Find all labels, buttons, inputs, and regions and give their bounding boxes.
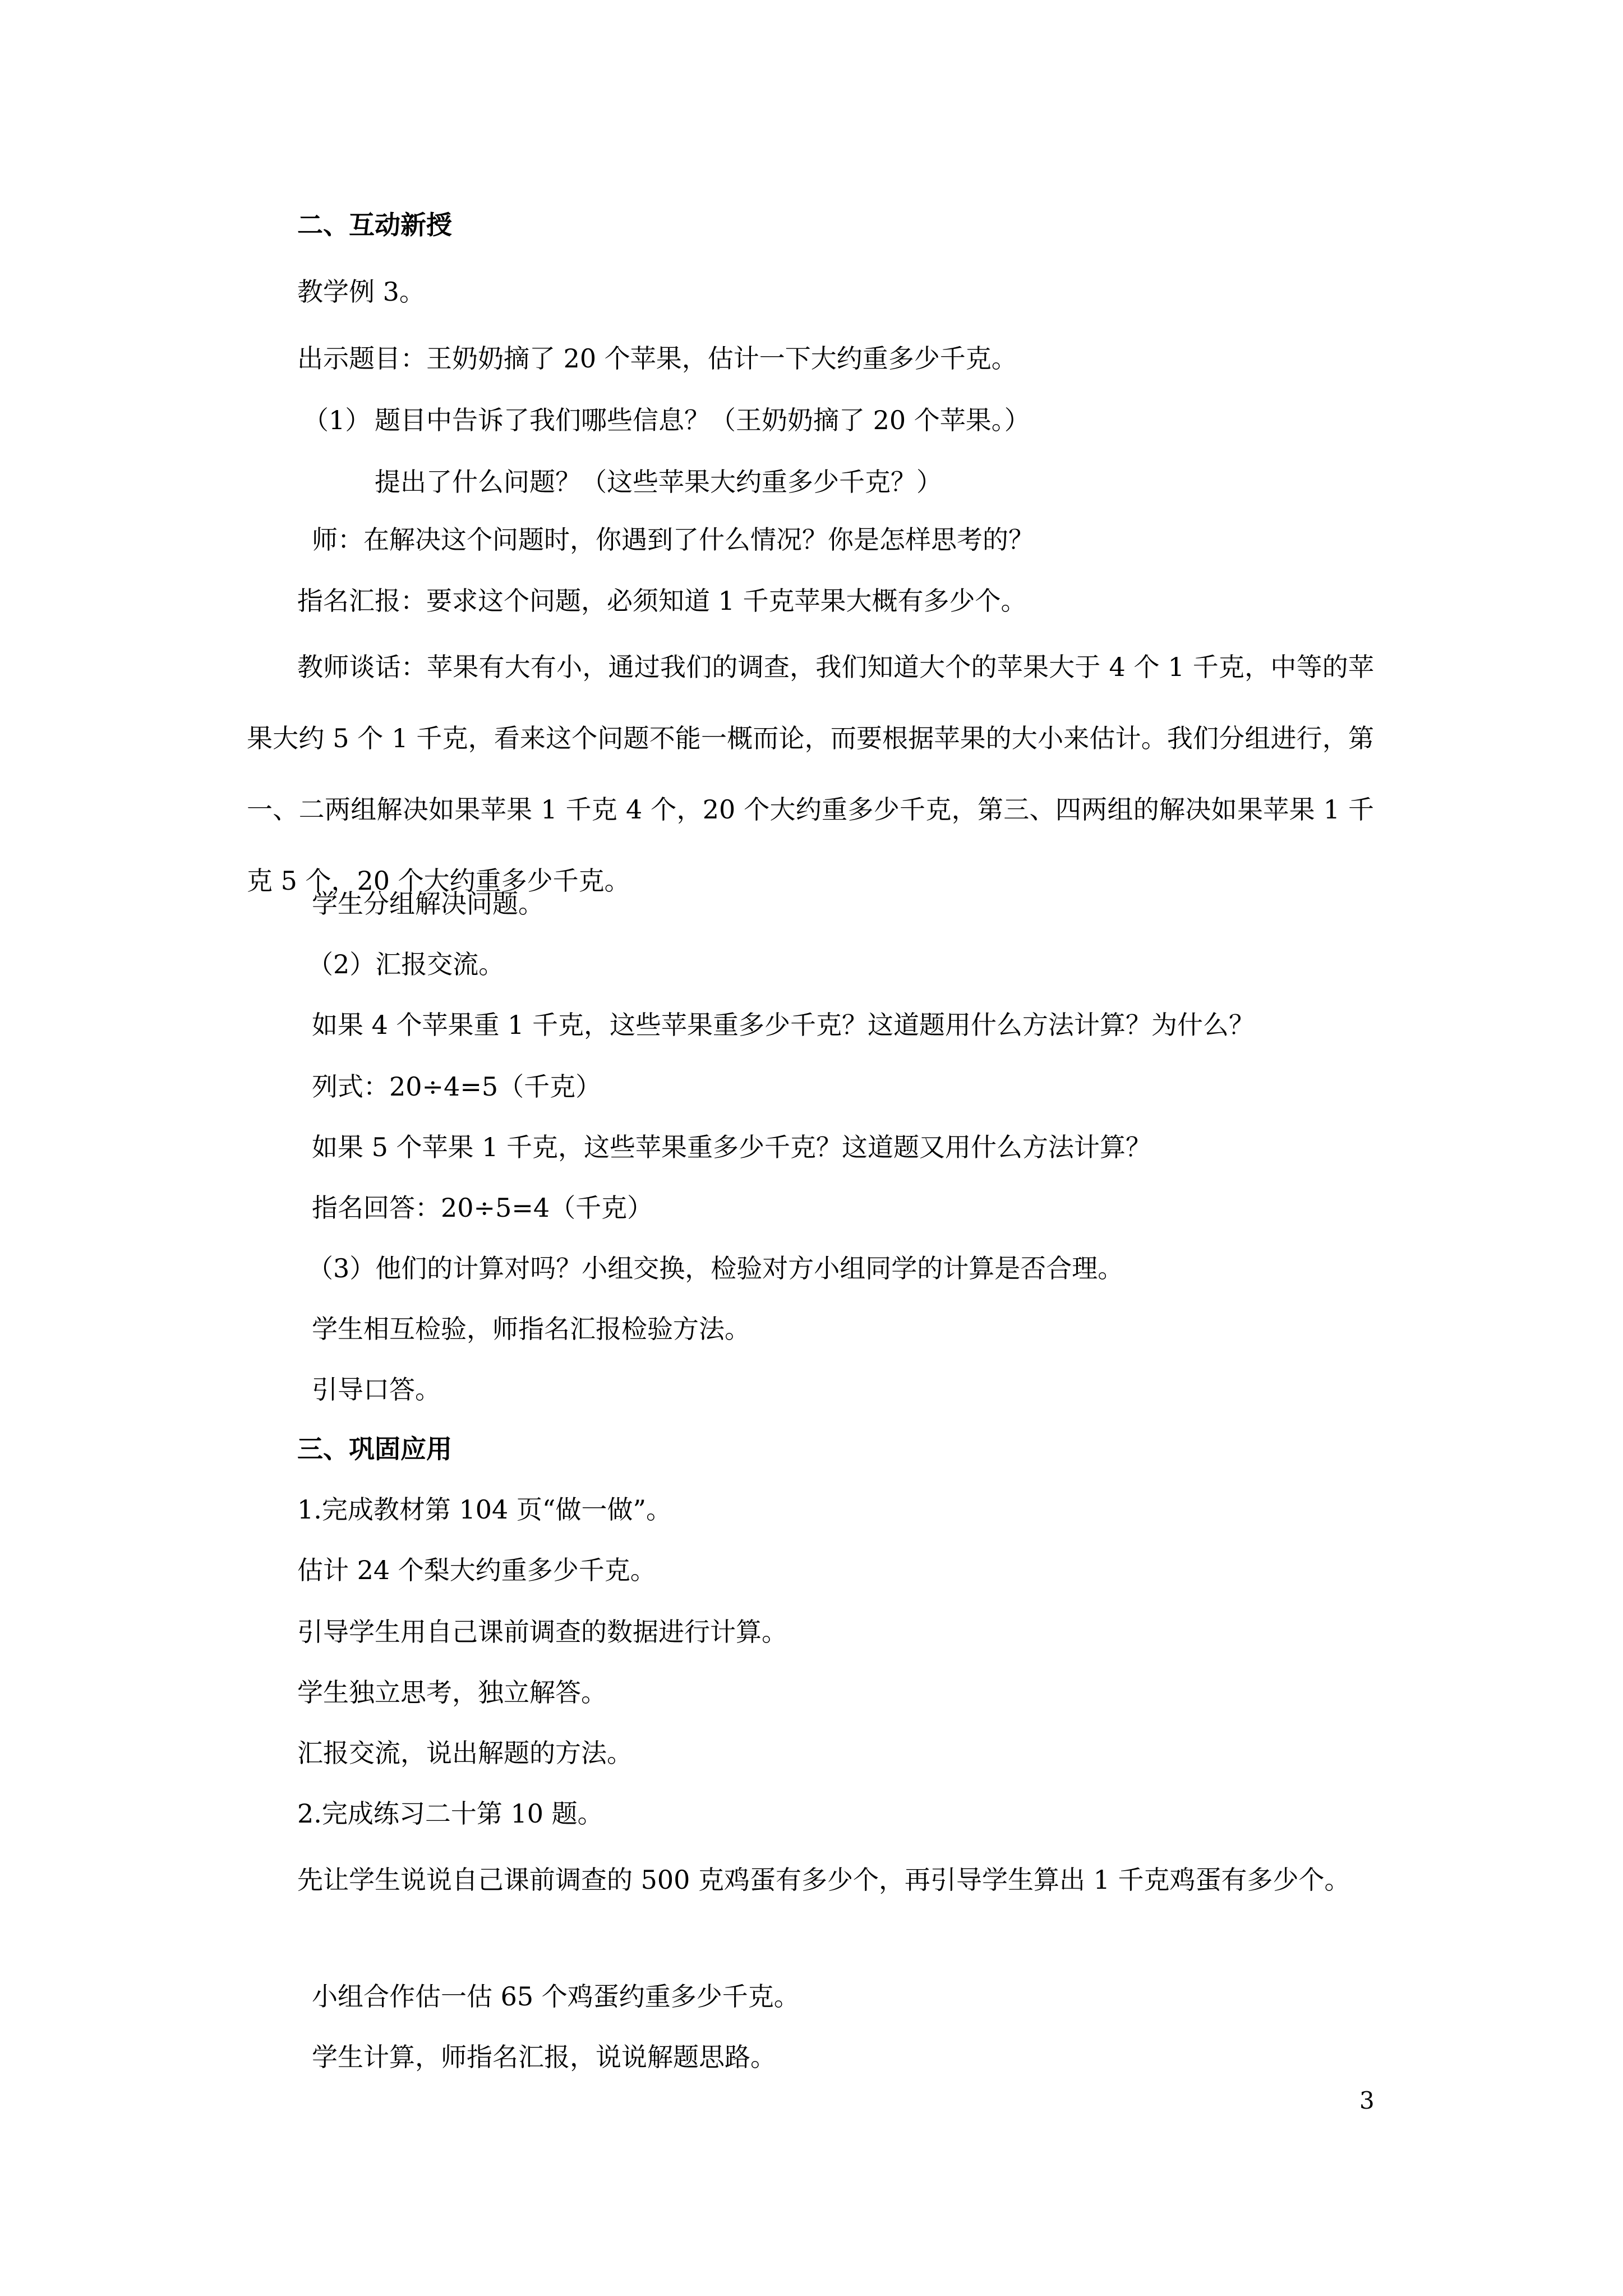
example-3-line: 教学例 3。 <box>297 277 425 307</box>
question-1-question: 提出了什么问题？（这些苹果大约重多少千克？） <box>375 467 942 497</box>
oral-answer-line: 引导口答。 <box>312 1374 441 1405</box>
answer-2-line: 指名回答：20÷5=4（千克） <box>312 1193 653 1223</box>
teacher-talk-paragraph: 教师谈话：苹果有大有小，通过我们的调查，我们知道大个的苹果大于 4 个 1 千克，中等的苹果大约 5 个 1 千克，看来这个问题不能一概而论，而要根据苹果的大小来估计。我们分组进行，第一、二两组解决如果苹果 1 千克 4 个，20 个大约重多少千克，第三、四两组的解决如果苹果 1 千克 5 个，20 个大约重多少千克。 <box>247 652 1374 896</box>
eggs-intro-paragraph: 先让学生说说自己课前调查的 500 克鸡蛋有多少个，再引导学生算出 1 千克鸡蛋有多少个。 <box>297 1865 1350 1895</box>
independent-line: 学生独立思考，独立解答。 <box>297 1677 607 1708</box>
formula-1-line: 列式：20÷4=5（千克） <box>312 1071 602 1102</box>
item-2-line: 2.完成练习二十第 10 题。 <box>297 1798 603 1829</box>
report-need-line: 指名汇报：要求这个问题，必须知道 1 千克苹果大概有多少个。 <box>297 586 1027 616</box>
section3-heading: 三、巩固应用 <box>297 1434 452 1464</box>
question-3-line: （3）他们的计算对吗？小组交换，检验对方小组同学的计算是否合理。 <box>307 1253 1124 1283</box>
section2-heading: 二、互动新授 <box>297 210 452 240</box>
guide-data-line: 引导学生用自己课前调查的数据进行计算。 <box>297 1617 787 1647</box>
estimate-pears-line: 估计 24 个梨大约重多少千克。 <box>297 1555 656 1585</box>
student-calc-line: 学生计算，师指名汇报，说说解题思路。 <box>312 2042 776 2072</box>
page-number: 3 <box>1359 2087 1375 2114</box>
question-1-text: 题目中告诉了我们哪些信息？（王奶奶摘了 20 个苹果。） <box>375 405 1030 435</box>
report-method-line: 汇报交流，说出解题的方法。 <box>297 1738 633 1768</box>
group-solve-line: 学生分组解决问题。 <box>312 889 544 919</box>
if-four-line: 如果 4 个苹果重 1 千克，这些苹果重多少千克？这道题用什么方法计算？为什么？ <box>312 1010 1255 1040</box>
item-1-line: 1.完成教材第 104 页“做一做”。 <box>297 1494 672 1525</box>
question-1-label: （1） <box>303 405 371 435</box>
question-2-line: （2）汇报交流。 <box>307 949 505 979</box>
show-problem-line: 出示题目：王奶奶摘了 20 个苹果，估计一下大约重多少千克。 <box>297 343 1017 374</box>
if-five-line: 如果 5 个苹果 1 千克，这些苹果重多少千克？这道题又用什么方法计算？ <box>312 1132 1152 1162</box>
group-estimate-line: 小组合作估一估 65 个鸡蛋约重多少千克。 <box>312 1981 800 2012</box>
mutual-check-line: 学生相互检验，师指名汇报检验方法。 <box>312 1314 750 1344</box>
teacher-ask-line: 师：在解决这个问题时，你遇到了什么情况？你是怎样思考的？ <box>312 524 1034 555</box>
